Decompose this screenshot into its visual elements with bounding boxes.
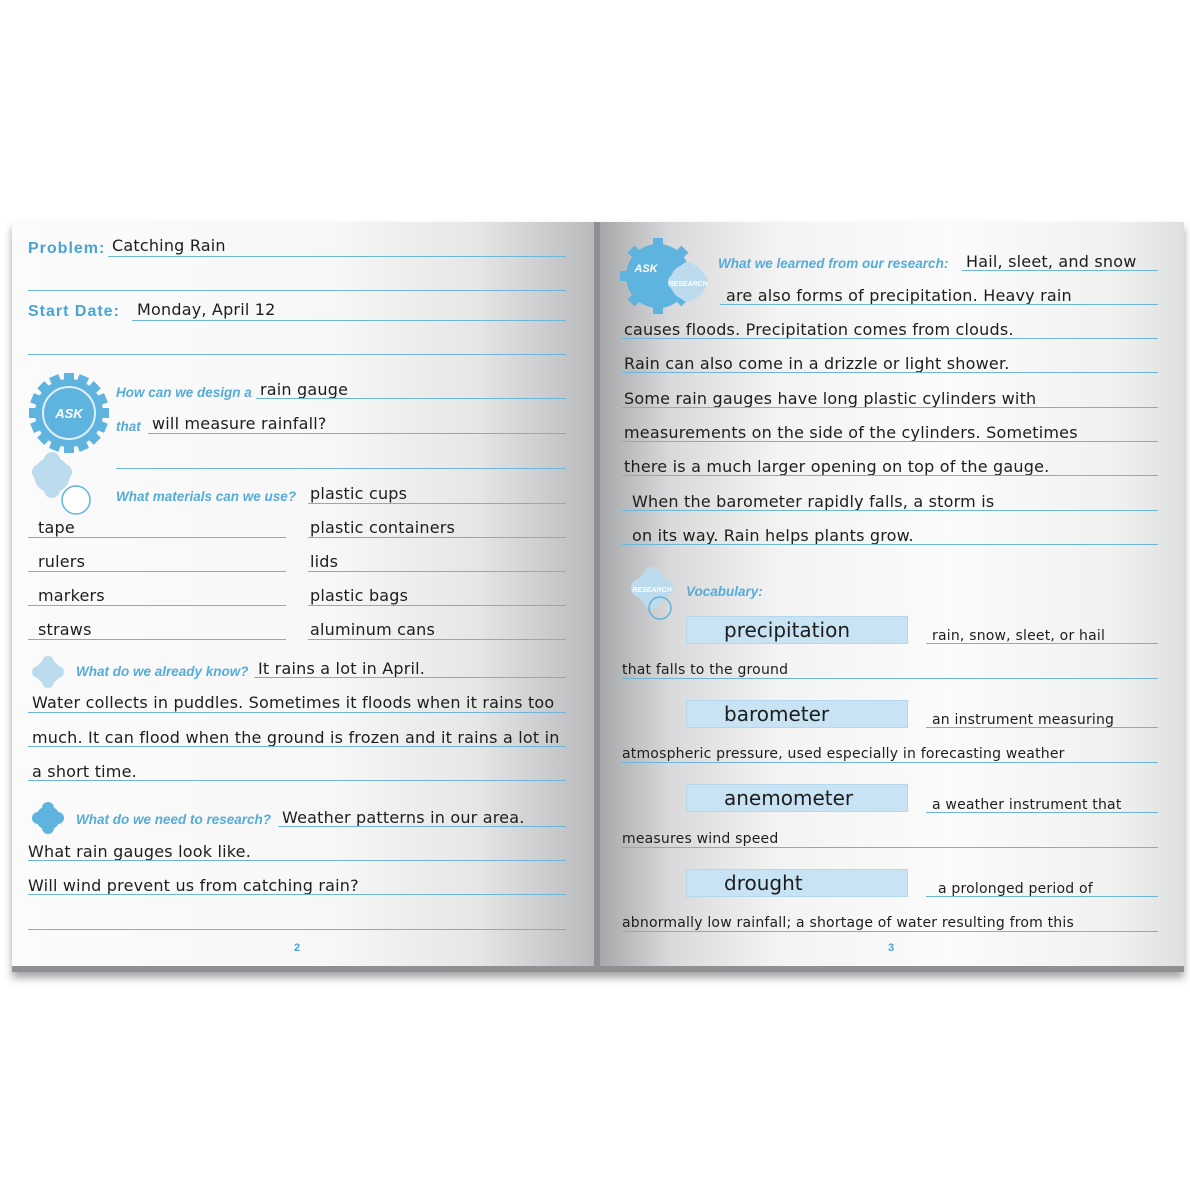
rule-line (148, 433, 566, 434)
question-materials: What materials can we use? (116, 489, 297, 504)
research-cloud-icon (622, 562, 688, 624)
learned-line: measurements on the side of the cylinders. Sometimes (624, 423, 1078, 442)
vocab-definition: measures wind speed (622, 831, 779, 847)
vocab-definition: a weather instrument that (932, 797, 1122, 813)
rule-line (926, 812, 1158, 813)
rule-line (622, 407, 1158, 408)
answer-measure-rainfall: will measure rainfall? (152, 414, 327, 433)
rule-line (28, 290, 566, 291)
question-already-know: What do we already know? (76, 664, 249, 679)
rule-line (28, 639, 286, 640)
svg-text:RESEARCH: RESEARCH (632, 587, 672, 594)
rule-line (28, 780, 566, 781)
page-number: 2 (294, 942, 301, 954)
material-left-item: rulers (38, 552, 86, 571)
rule-line (308, 639, 566, 640)
rule-line (28, 746, 566, 747)
vocab-word: barometer (724, 702, 830, 726)
rule-line (622, 475, 1158, 476)
research-cloud-icon (30, 450, 100, 522)
rule-line (622, 441, 1158, 442)
rule-line (28, 894, 566, 895)
research-line: What rain gauges look like. (28, 842, 251, 861)
rule-line (256, 398, 566, 399)
rule-line (962, 270, 1158, 271)
rule-line (108, 256, 566, 257)
question-design: How can we design a (116, 385, 252, 400)
cloud-icon (30, 654, 66, 690)
know-line: It rains a lot in April. (258, 659, 426, 678)
start-date-label: Start Date: (28, 303, 120, 320)
material-right-item: plastic cups (310, 484, 408, 503)
rule-line (308, 537, 566, 538)
material-left-item: markers (38, 586, 105, 605)
rule-line (926, 896, 1158, 897)
problem-label: Problem: (28, 240, 106, 257)
vocab-definition: a prolonged period of (938, 881, 1093, 897)
rule-line (28, 929, 566, 930)
rule-line (308, 571, 566, 572)
research-line: Weather patterns in our area. (282, 808, 525, 827)
start-date-value: Monday, April 12 (137, 300, 276, 319)
know-line: much. It can flood when the ground is frozen and it rains a lot in (32, 728, 560, 747)
learned-line: causes floods. Precipitation comes from clouds. (624, 320, 1014, 339)
vocab-definition: an instrument measuring (932, 712, 1115, 728)
rule-line (308, 605, 566, 606)
rule-line (28, 605, 286, 606)
vocab-definition: abnormally low rainfall; a shortage of water resulting from this (622, 915, 1074, 931)
rule-line (926, 727, 1158, 728)
know-line: a short time. (32, 762, 137, 781)
svg-text:ASK: ASK (55, 406, 83, 421)
vocab-word: drought (724, 871, 803, 895)
learned-line: When the barometer rapidly falls, a storm is (632, 492, 995, 511)
rule-line (622, 544, 1158, 545)
ask-gear-icon (26, 370, 112, 456)
rule-line (926, 643, 1158, 644)
vocab-definition: atmospheric pressure, used especially in forecasting weather (622, 746, 1065, 762)
material-right-item: plastic containers (310, 518, 456, 537)
rule-line (254, 677, 566, 678)
svg-text:ASK: ASK (634, 263, 658, 275)
rule-line (28, 537, 286, 538)
material-left-item: tape (38, 518, 75, 537)
rule-line (622, 372, 1158, 373)
vocab-definition: that falls to the ground (622, 662, 789, 678)
page-number: 3 (888, 942, 895, 954)
rule-line (28, 712, 566, 713)
rule-line (28, 860, 566, 861)
learned-line: are also forms of precipitation. Heavy rain (726, 286, 1072, 305)
open-workbook (12, 222, 1184, 972)
learned-line: there is a much larger opening on top of the gauge. (624, 457, 1050, 476)
research-line: Will wind prevent us from catching rain? (28, 876, 359, 895)
material-right-item: aluminum cans (310, 620, 436, 639)
rule-line (132, 320, 566, 321)
rule-line (622, 338, 1158, 339)
rule-line (622, 762, 1158, 763)
left-page (12, 222, 594, 966)
svg-text:RESEARCH: RESEARCH (668, 281, 708, 288)
know-line: Water collects in puddles. Sometimes it floods when it rains too (32, 693, 555, 712)
learned-line: Hail, sleet, and snow (966, 252, 1137, 271)
vocab-word: precipitation (724, 618, 850, 642)
material-left-item: straws (38, 620, 92, 639)
answer-rain-gauge: rain gauge (260, 380, 349, 399)
material-right-item: plastic bags (310, 586, 409, 605)
learned-line: Some rain gauges have long plastic cylinders with (624, 389, 1037, 408)
rule-line (720, 304, 1158, 305)
vocabulary-label: Vocabulary: (686, 584, 763, 599)
vocab-word: anemometer (724, 786, 854, 810)
learned-line: Rain can also come in a drizzle or light shower. (624, 354, 1010, 373)
rule-line (116, 468, 566, 469)
rule-line (28, 571, 286, 572)
rule-line (622, 678, 1158, 679)
problem-value: Catching Rain (112, 236, 226, 255)
learned-label: What we learned from our research: (718, 256, 949, 271)
rule-line (278, 826, 566, 827)
question-that: that (116, 419, 141, 434)
rule-line (622, 931, 1158, 932)
rule-line (622, 847, 1158, 848)
right-page (600, 222, 1184, 966)
rule-line (28, 354, 566, 355)
rule-line (622, 510, 1158, 511)
question-research: What do we need to research? (76, 812, 272, 827)
vocab-definition: rain, snow, sleet, or hail (932, 628, 1106, 644)
cloud-icon (30, 800, 66, 836)
ask-research-gear-icon (618, 236, 718, 322)
learned-line: on its way. Rain helps plants grow. (632, 526, 914, 545)
material-right-item: lids (310, 552, 339, 571)
